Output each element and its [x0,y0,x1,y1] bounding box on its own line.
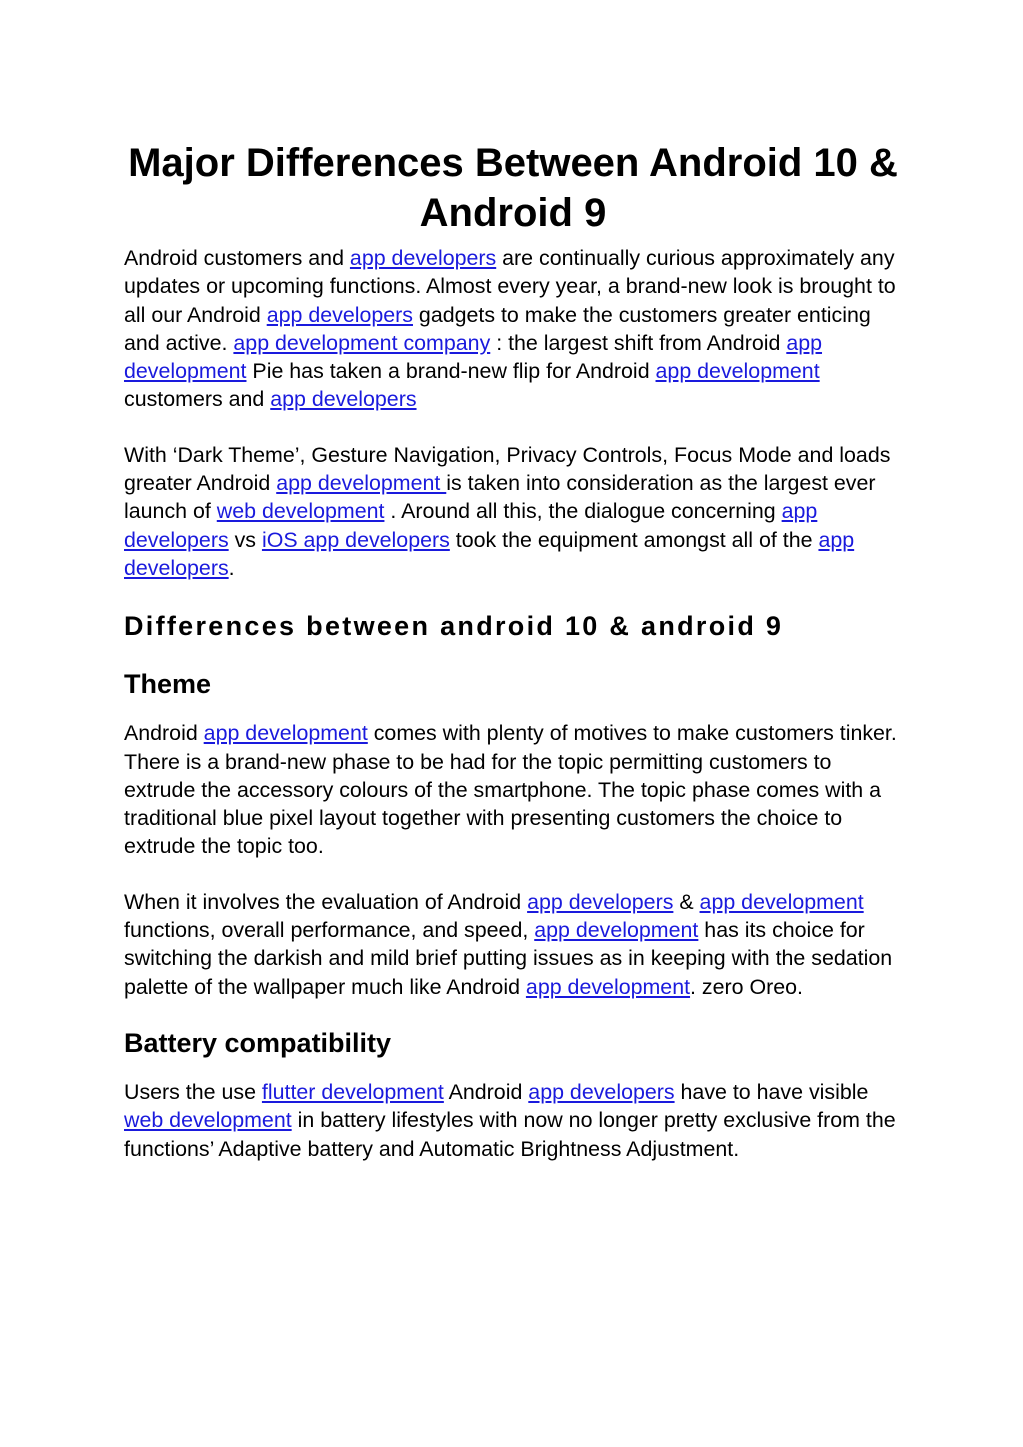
theme-heading: Theme [124,669,212,700]
text-span: have to have visible [674,1079,869,1104]
text-span: With ‘Dark Theme’, Gesture Navigation, Privacy Controls, Focus Mode and loads greater Android [124,442,891,496]
link-app-development[interactable]: app development [534,918,699,943]
document-page [124,138,904,1163]
link-app-development[interactable]: app development [525,974,691,999]
page-title: Major Differences Between Android 10 & Android 9 [128,141,898,235]
text-span: Android customers and [124,246,350,270]
theme-paragraph-2 [124,888,904,1001]
link-app-developers[interactable]: app developers [124,499,818,552]
features-paragraph [124,441,904,582]
text-span: in battery lifestyles with now no longer pretty exclusive from the functions’ Adaptive battery and Automatic Brightness Adjustment. [124,1108,896,1161]
text-span: Android [124,721,204,746]
link-web-development[interactable]: web development [216,499,385,524]
link-app-development[interactable]: app development [203,721,368,746]
text-span: vs [228,527,262,552]
link-app-developers[interactable]: app developers [270,387,417,412]
text-span: are continually curious approximately any updates or upcoming functions. Almost every year, a brand-new look is brought to all our Android [124,246,896,327]
text-span: has its choice for switching the darkish and mild brief putting issues as in keeping with the sedation palette of the wallpaper much like Android [124,918,893,999]
intro-paragraph [124,244,904,414]
text-span: comes with plenty of motives to make customers tinker. There is a brand-new phase to be had for the topic permitting customers to extrude the accessory colours of the smartphone. The topic phase comes with a traditional blue pixel layout together with presenting customers the choice to extrude the topic too. [124,721,897,859]
link-app-development[interactable]: app development [699,889,864,914]
text-span: gadgets to make the customers greater enticing and active. [124,302,871,355]
text-span: took the equipment amongst all of the [449,527,819,552]
text-span: Pie has taken a brand-new flip for Android [246,359,656,384]
link-ios-app-developers[interactable]: iOS app developers [261,527,450,552]
link-app-developers[interactable]: app developers [528,1079,675,1104]
text-span: Users the use [124,1079,262,1104]
text-span: . Around all this, the dialogue concerning [384,499,782,524]
section-heading: Differences between android 10 & android 9 [124,611,784,642]
link-flutter-development[interactable]: flutter development [261,1079,444,1104]
battery-heading: Battery compatibility [124,1027,392,1058]
text-span: . [228,555,235,580]
text-span: : the largest shift from Android [490,330,787,355]
text-span: functions, overall performance, and speed, [124,918,535,943]
text-span: is taken into consideration as the largest ever launch of [124,471,876,524]
theme-paragraph-1 [124,719,904,860]
battery-paragraph [124,1078,904,1163]
link-app-development[interactable]: app development [655,359,820,384]
text-span: When it involves the evaluation of Android [124,889,528,914]
text-span: . zero Oreo. [690,974,803,999]
link-app-developers[interactable]: app developers [266,302,413,327]
text-span: customers and [124,387,271,412]
link-app-development[interactable]: app development [124,330,823,384]
link-app-developers[interactable]: app developers [124,527,855,580]
text-span: Android [443,1079,529,1104]
link-app-development-company[interactable]: app development company [233,330,491,355]
text-span: & [673,889,700,914]
link-app-developers[interactable]: app developers [349,246,497,270]
link-web-development[interactable]: web development [124,1108,292,1133]
link-app-development[interactable]: app development [276,471,447,496]
link-app-developers[interactable]: app developers [527,889,674,914]
